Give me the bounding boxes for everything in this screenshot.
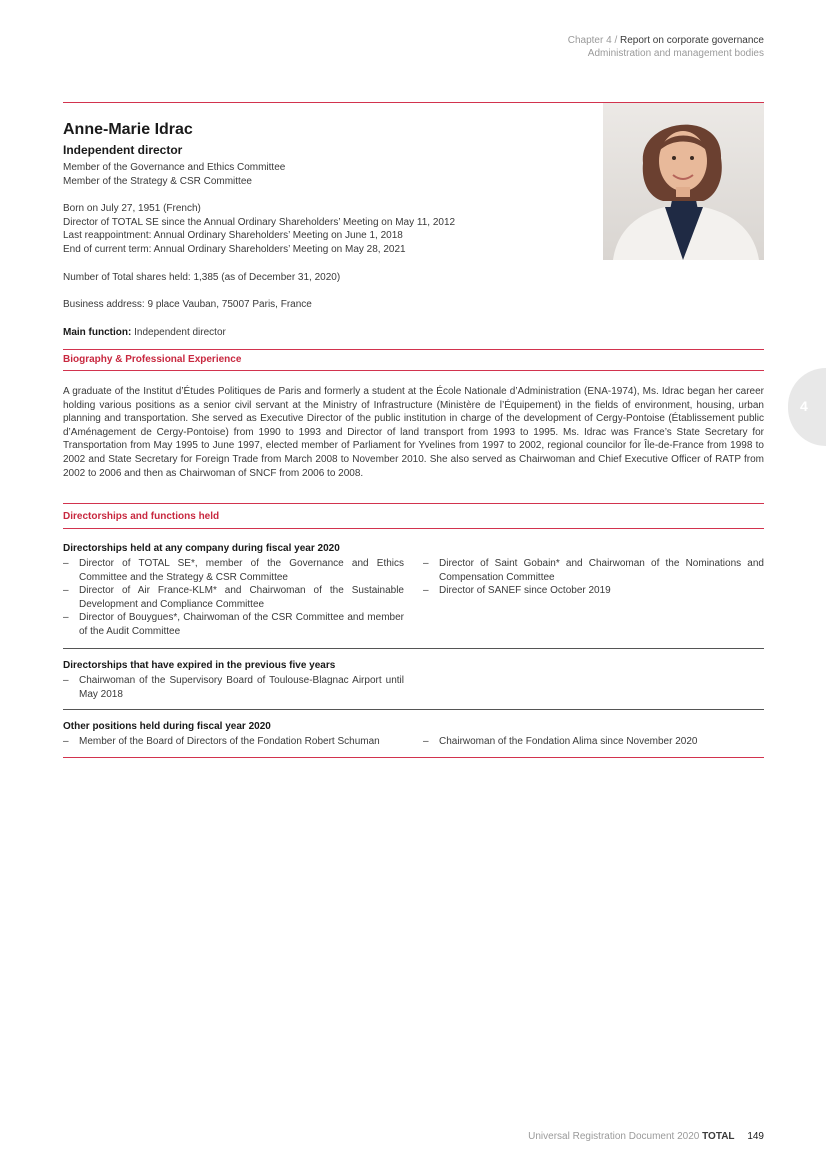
main-function	[63, 326, 583, 340]
brand-name: TOTAL	[702, 1131, 735, 1142]
chapter-title: Report on corporate governance	[620, 35, 764, 46]
committee-list	[63, 161, 583, 188]
committee-item: Member of the Strategy & CSR Committee	[63, 175, 252, 187]
director-role: Independent director	[63, 143, 183, 157]
committee-item: Member of the Governance and Ethics Committee	[63, 162, 286, 173]
birth-info: Born on July 27, 1951 (French)	[63, 203, 201, 215]
chapter-tab-number: 4	[800, 398, 808, 414]
list-item: – Chairwoman of the Fondation Alima since November 2020	[423, 735, 764, 749]
other-positions-title: Other positions held during fiscal year 2020	[63, 721, 271, 732]
page-number: 149	[747, 1131, 764, 1142]
directorships-heading: Directorships and functions held	[63, 511, 220, 522]
section-divider	[63, 709, 764, 710]
list-item: – Member of the Board of Directors of the Fondation Robert Schuman	[63, 735, 404, 749]
directorships-top-rule	[63, 503, 764, 504]
document-title: Universal Registration Document 2020	[528, 1131, 700, 1142]
director-since: Director of TOTAL SE since the Annual Ordinary Shareholders’ Meeting on May 11, 2012	[63, 216, 456, 228]
main-function-value: Independent director	[131, 326, 226, 338]
expired-directorships-list	[63, 674, 404, 701]
current-directorships-title: Directorships held at any company during fiscal year 2020	[63, 543, 340, 554]
mandate-details	[63, 202, 583, 256]
director-portrait	[603, 103, 764, 260]
page-footer	[528, 1130, 764, 1143]
profile-block	[63, 120, 583, 339]
biography-top-rule	[63, 349, 764, 350]
main-function-label: Main function:	[63, 326, 132, 338]
director-name: Anne-Marie Idrac	[63, 121, 193, 138]
current-directorships-left	[63, 557, 404, 639]
chapter-tab[interactable]	[788, 368, 826, 446]
other-positions-left	[63, 735, 404, 749]
chapter-label: Chapter 4	[567, 35, 612, 46]
current-directorships-right	[423, 557, 764, 598]
biography-heading: Biography & Professional Experience	[63, 354, 242, 365]
section-divider	[63, 648, 764, 649]
list-item: – Director of SANEF since October 2019	[423, 584, 764, 598]
list-item: – Director of TOTAL SE*, member of the Governance and Ethics Committee and the Strategy & CSR Committee	[63, 557, 404, 584]
expired-directorships-title: Directorships that have expired in the previous five years	[63, 660, 336, 671]
header-separator: /	[611, 35, 621, 46]
list-item: – Director of Air France-KLM* and Chairwoman of the Sustainable Development and Compliance Committee	[63, 584, 404, 611]
running-header	[568, 34, 764, 60]
business-address: Business address: 9 place Vauban, 75007 Paris, France	[63, 299, 312, 311]
list-item: – Director of Saint Gobain* and Chairwoman of the Nominations and Compensation Committee	[423, 557, 764, 584]
section-subtitle: Administration and management bodies	[587, 48, 764, 59]
other-positions-right	[423, 735, 764, 749]
directorships-bottom-rule	[63, 528, 764, 529]
biography-bottom-rule	[63, 370, 764, 371]
list-item: – Chairwoman of the Supervisory Board of Toulouse-Blagnac Airport until May 2018	[63, 674, 404, 701]
shares-held: Number of Total shares held: 1,385 (as of December 31, 2020)	[63, 271, 341, 283]
last-reappointment: Last reappointment: Annual Ordinary Shareholders’ Meeting on June 1, 2018	[63, 230, 403, 242]
biography-text: A graduate of the Institut d’Études Politiques de Paris and formerly a student at the École Nationale d’Administration (ENA-1974), Ms. Idrac began her career holding various positions as a senior civil servant at the Ministry of Infrastructure (Ministère de l’Équipement) in the fields of environment, housing, urban planning and transportation. She served as Executive Director of the public institution in charge of the development of Cergy-Pontoise (Établissement public d’Aménagement de Cergy-Pontoise) from 1990 to 1993 and Director of land transport from 1993 to 1995. Ms. Idrac was France’s State Secretary for Transportation from May 1995 to June 1997, elected member of Parliament for Yvelines from 1997 to 2002, regional councilor for Île-de-France from 1998 to 2002 and State Secretary for Foreign Trade from March 2008 to November 2010. She also served as Chairwoman and Chief Executive Officer of RATP from 2002 to 2006 and then as Chairwoman of SNCF from 2006 to 2008.	[63, 386, 764, 479]
end-of-term: End of current term: Annual Ordinary Shareholders’ Meeting on May 28, 2021	[63, 243, 406, 255]
portrait-illustration	[603, 103, 764, 260]
list-item: – Director of Bouygues*, Chairwoman of the CSR Committee and member of the Audit Committee	[63, 611, 404, 638]
directorships-end-rule	[63, 757, 764, 758]
